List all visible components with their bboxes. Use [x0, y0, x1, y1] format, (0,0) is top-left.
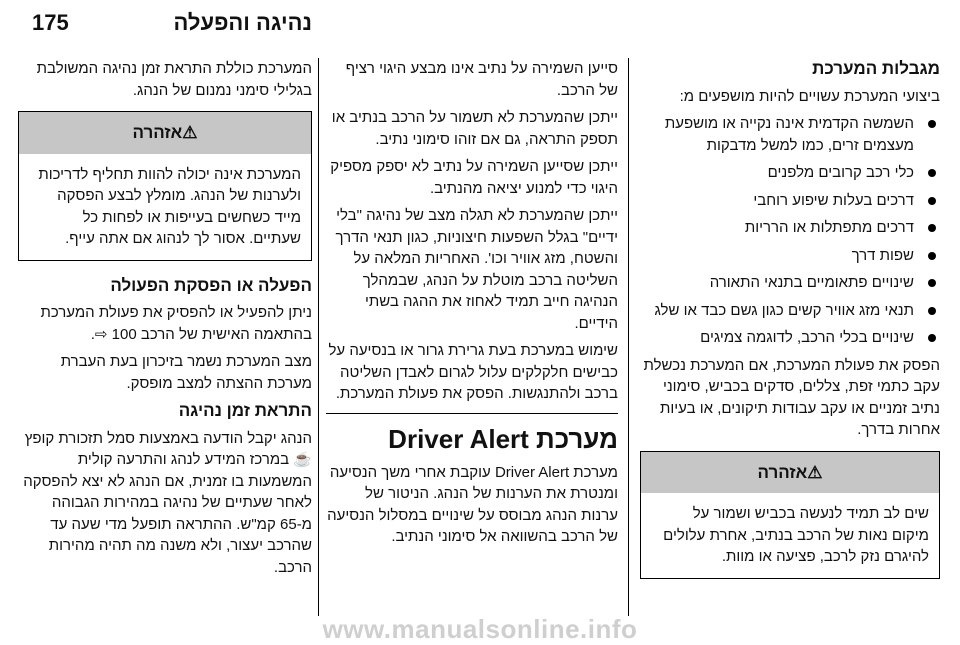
page-header — [0, 8, 960, 44]
driver-alert-intro: המערכת כוללת התראת זמן נהיגה המשולבת בגלילי סימני נמנום של הנהג. — [36, 60, 312, 99]
heading-activation: הפעלה או הפסקת הפעולה — [110, 275, 312, 295]
heading-driving-time-alert: התראת זמן נהיגה — [178, 401, 312, 420]
driver-alert-paragraph: מערכת Driver Alert עוקבת אחרי משך הנסיעה ומנטרת את הערנות של הנהג. הניטור של ערנות הנהג מבוסס על שינויים במסלול הנסיעה של הרכב בהשוואה אל סימוני הנתיב. — [327, 463, 618, 545]
paragraph: שימוש במערכת בעת גרירת גרור או בנסיעה על כבישים חלקלקים עלול לגרום לאבדן השליטה ברכב ולהתנגשות. הפסק את פעולת המערכת. — [328, 342, 618, 402]
limitations-list — [640, 113, 940, 349]
paragraph: ייתכן שהמערכת לא תגלה מצב של נהיגה "בלי ידיים" בגלל השפעות חיצוניות, כגון תנאי הדרך והשטח, מזג אוויר וכו'. האחריות המלאה על השליטה ברכב מוטלת על הנהג, שבמהלך הנהיגה חייב תמיד לאחוז את ההגה בשתי הידיים. — [335, 207, 618, 332]
bullet-item: כלי רכב קרובים מלפנים — [640, 162, 940, 184]
warning-text: המערכת אינה יכולה להוות תחליף לדריכות ולערנות של הנהג. מומלץ לבצע הפסקה מייד כשחשים בעייפות או לפחות כל שעתיים. אסור לך לנהוג אם אתה עייף. — [38, 165, 301, 247]
bullet-item: שפות דרך — [640, 245, 940, 267]
bullet-item: דרכים מתפתלות או הרריות — [640, 217, 940, 239]
bullet-item: השמשה הקדמית אינה נקייה או מושפעת מעצמים זרים, כמו למשל מדבקות — [640, 113, 940, 156]
limitations-paragraph: הפסק את פעולת המערכת, אם המערכת נכשלת עקב כתמי זפת, צללים, סדקים בכביש, סימוני נתיב זמניים או עקב עבודות תיקונים, או בעיות אחרות בדרך. — [643, 356, 940, 438]
bullet-item: שינויים בכלי הרכב, לדוגמה צמיגים — [640, 327, 940, 349]
activation-paragraph: ניתן להפעיל או להפסיק את פעולת המערכת בהתאמה האישית של הרכב 100 ⇨. — [40, 304, 312, 343]
column-right — [640, 58, 940, 593]
heading-system-limitations: מגבלות המערכת — [812, 59, 940, 78]
page-number: 175 — [32, 10, 69, 35]
section-separator — [326, 413, 618, 414]
paragraph: ייתכן שהמערכת לא תשמור על הרכב בנתיב או תספק התראה, גם אם זוהו סימוני נתיב. — [331, 109, 618, 148]
warning-header — [641, 452, 939, 494]
column-middle — [326, 58, 618, 554]
bullet-item: תנאי מזג אוויר קשים כגון גשם כבד או שלג — [640, 300, 940, 322]
warning-box — [640, 451, 940, 579]
section-title: נהיגה והפעלה — [173, 10, 312, 35]
paragraph: סייען השמירה על נתיב אינו מבצע היגוי רציף של הרכב. — [345, 60, 618, 99]
column-divider — [628, 58, 629, 616]
bullet-item: דרכים בעלות שיפוע רוחבי — [640, 190, 940, 212]
column-divider — [318, 58, 319, 616]
warning-icon: ⚠ — [807, 462, 823, 482]
warning-box — [18, 111, 312, 261]
column-left — [18, 58, 312, 584]
heading-driver-alert: מערכת Driver Alert — [388, 423, 618, 454]
paragraph: ייתכן שסייען השמירה על נתיב לא יספק מספיק היגוי כדי למנוע יציאה מהנתיב. — [330, 158, 618, 197]
watermark: www.manualsonline.info — [322, 614, 638, 644]
warning-title: אזהרה — [757, 462, 808, 482]
warning-icon: ⚠ — [182, 123, 198, 142]
warning-text: שים לב תמיד לנעשה בכביש ושמור על מיקום נאות של הרכב בנתיב, אחרת עלולים להיגרם נזק לרכב, פציעה או מוות. — [663, 505, 929, 565]
warning-title: אזהרה — [132, 123, 183, 142]
driving-time-paragraph: הנהג יקבל הודעה באמצעות סמל תזכורת קופץ ☕ במרכז המידע לנהג והתרעה קולית המשמעות בו זמנית, אם הנהג לא יצא להפסקה לאחר שעתיים של נהיגה במהירות הגבוהה מ-65 קמ"ש. ההתראה תופעל מדי שעה עד שהרכב יעצור, ולא משנה מה תהיה מהירות הרכב. — [23, 429, 312, 576]
limitations-intro: ביצועי המערכת עשויים להיות מושפעים מ: — [679, 87, 940, 105]
warning-header — [19, 112, 311, 154]
bullet-item: שינויים פתאומיים בתנאי התאורה — [640, 272, 940, 294]
memory-paragraph: מצב המערכת נשמר בזיכרון בעת העברת מערכת ההצתה למצב מופסק. — [60, 353, 312, 392]
